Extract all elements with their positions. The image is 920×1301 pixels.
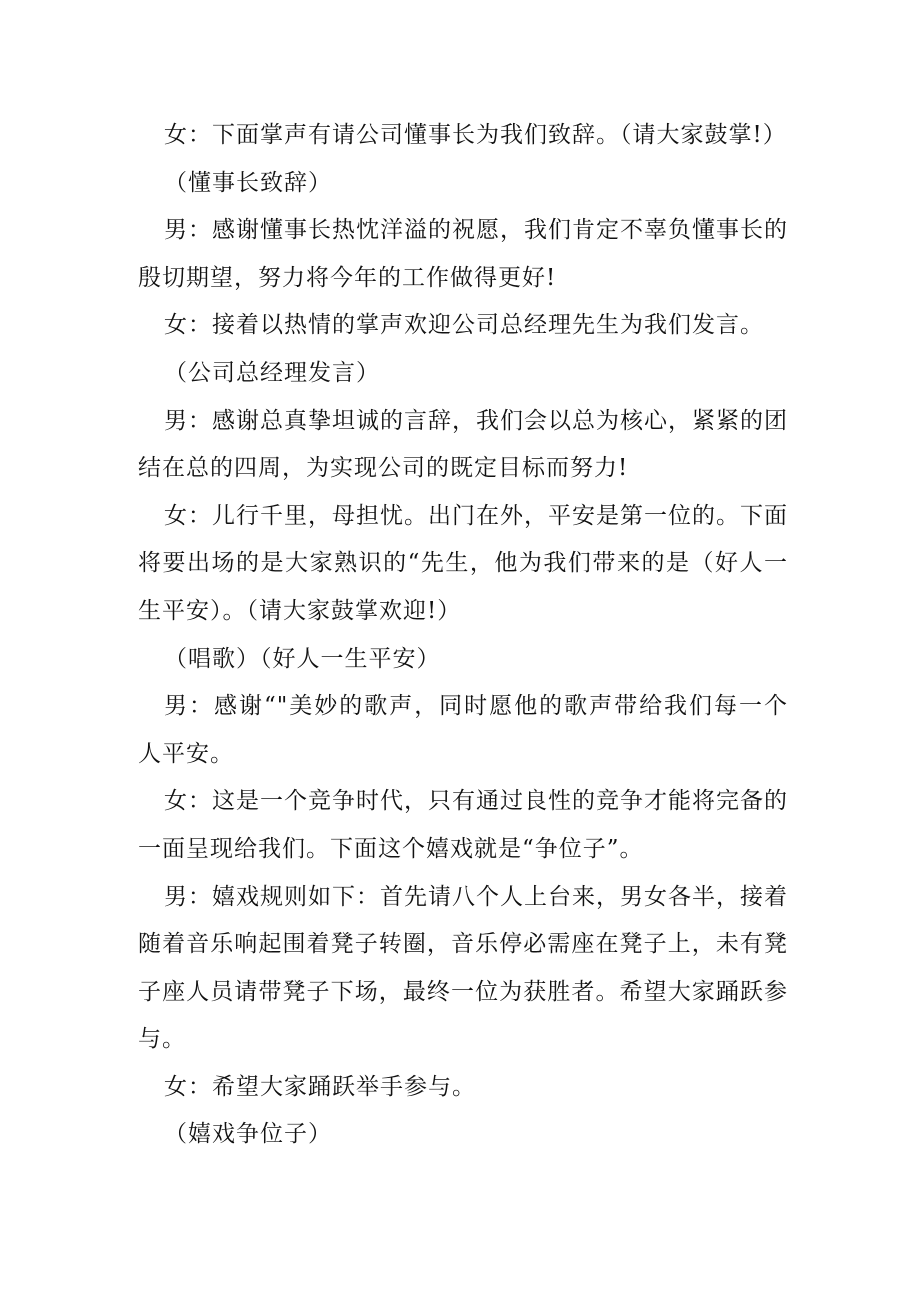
paragraph: 女：儿行千里，母担忧。出门在外，平安是第一位的。下面将要出场的是大家熟识的“先生，他为我们带来的是（好人一生平安）。（请大家鼓掌欢迎!） (138, 502, 788, 624)
paragraph: （嬉戏争位子） (164, 1121, 332, 1148)
paragraph: 女：希望大家踊跃举手参与。 (164, 1073, 476, 1100)
paragraph: （唱歌）（好人一生平安） (164, 645, 441, 672)
paragraph: 女：接着以热情的掌声欢迎公司总经理先生为我们发言。 (164, 312, 764, 339)
paragraph: （公司总经理发言） (164, 359, 380, 386)
document-body (138, 112, 788, 1159)
paragraph: 男：嬉戏规则如下：首先请八个人上台来，男女各半，接着随着音乐响起围着凳子转圈，音乐停必需座在凳子上，未有凳子座人员请带凳子下场，最终一位为获胜者。希望大家踊跃参与。 (138, 883, 788, 1053)
paragraph: （懂事长致辞） (164, 169, 332, 196)
paragraph: 男：感谢懂事长热忱洋溢的祝愿，我们肯定不辜负懂事长的殷切期望，努力将今年的工作做得更好! (138, 217, 788, 291)
paragraph: 男：感谢总真挚坦诚的言辞，我们会以总为核心，紧紧的团结在总的四周，为实现公司的既定目标而努力! (138, 407, 788, 482)
paragraph: 男：感谢“"美妙的歌声，同时愿他的歌声带给我们每一个人平安。 (138, 693, 788, 767)
paragraph: 女：下面掌声有请公司懂事长为我们致辞。（请大家鼓掌!） (164, 122, 787, 148)
paragraph: 女：这是一个竞争时代，只有通过良性的竞争才能将完备的一面呈现给我们。下面这个嬉戏就是“争位子”。 (138, 788, 788, 862)
